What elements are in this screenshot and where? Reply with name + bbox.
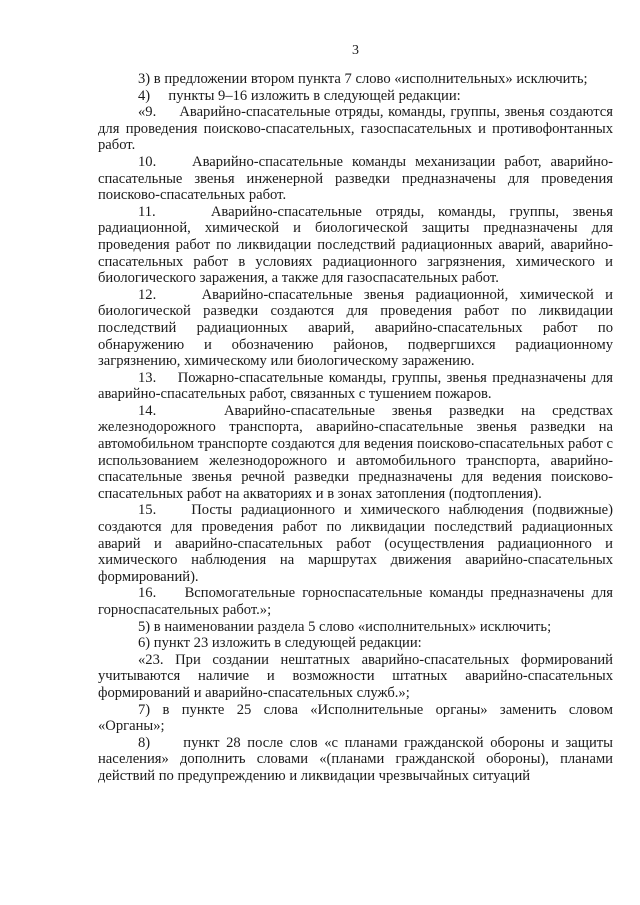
paragraph-item-3: 3) в предложении втором пункта 7 слово «исполнительных» исключить; [138,71,588,87]
paragraph-clause-15: 15. Посты радиационного и химического наблюдения (подвижные) создаются для проведения работ по ликвидации последствий радиационных аварий и аварийно-спасательных работ (осуществления радиационного и химического наблюдения на маршрутах движения аварийно-спасательных формирований). [98,502,613,585]
paragraph-clause-14: 14. Аварийно-спасательные звенья разведки на средствах железнодорожного транспорта, аварийно-спасательные звенья разведки на автомобильном транспорте создаются для ведения поисково-спасательных работ с использованием железнодорожного и автомобильного транспорта, аварийно-спасательные звенья речной разведки предназначены для ведения поисково-спасательных работ на акваториях и в зонах затопления (подтопления). [98,402,613,502]
paragraph-clause-11: 11. Аварийно-спасательные отряды, команды, группы, звенья радиационной, химической и биологической защиты предназначены для проведения работ по ликвидации последствий радиационных аварий, аварийно-спасательных работ в условиях радиационного загрязнения, химического и биологического заражения, а также для газоспасательных работ. [98,203,613,287]
paragraph-item-4: 4) пункты 9–16 изложить в следующей редакции: [138,87,461,104]
paragraph-clause-9: «9. Аварийно-спасательные отряды, команды, группы, звенья создаются для проведения поисково-спасательных, газоспасательных и противофонтанных работ. [98,104,613,154]
paragraph-item-5: 5) в наименовании раздела 5 слово «исполнительных» исключить; [138,618,552,635]
paragraph-item-6: 6) пункт 23 изложить в следующей редакции: [138,635,422,652]
paragraph-item-7: 7) в пункте 25 слова «Исполнительные органы» заменить словом «Органы»; [98,701,613,735]
paragraph-item-8: 8) пункт 28 после слов «с планами гражданской обороны и защиты населения» дополнить словами «(планами гражданской обороны), планами действий по предупреждению и ликвидации чрезвычайных ситуаций [98,734,613,784]
paragraph-clause-13: 13. Пожарно-спасательные команды, группы, звенья предназначены для аварийно-спасательных работ, связанных с тушением пожаров. [98,369,613,403]
paragraph-clause-12: 12. Аварийно-спасательные звенья радиационной, химической и биологической разведки создаются для проведения работ по ликвидации последствий радиационных аварий, аварийно-спасательных работ по обнаружению и обозначению районов, подвергшихся радиационному загрязнению, химическому или биологическому заражению. [98,286,613,370]
paragraph-clause-10: 10. Аварийно-спасательные команды механизации работ, аварийно-спасательные звенья инженерной разведки предназначены для проведения поисково-спасательных работ. [98,153,613,204]
page-number: 3 [352,43,359,58]
paragraph-clause-16: 16. Вспомогательные горноспасательные команды предназначены для горноспасательных работ.»; [98,585,613,618]
paragraph-clause-23: «23. При создании нештатных аварийно-спасательных формирований учитываются наличие и возможности штатных аварийно-спасательных формирований и аварийно-спасательных служб.»; [98,651,613,701]
